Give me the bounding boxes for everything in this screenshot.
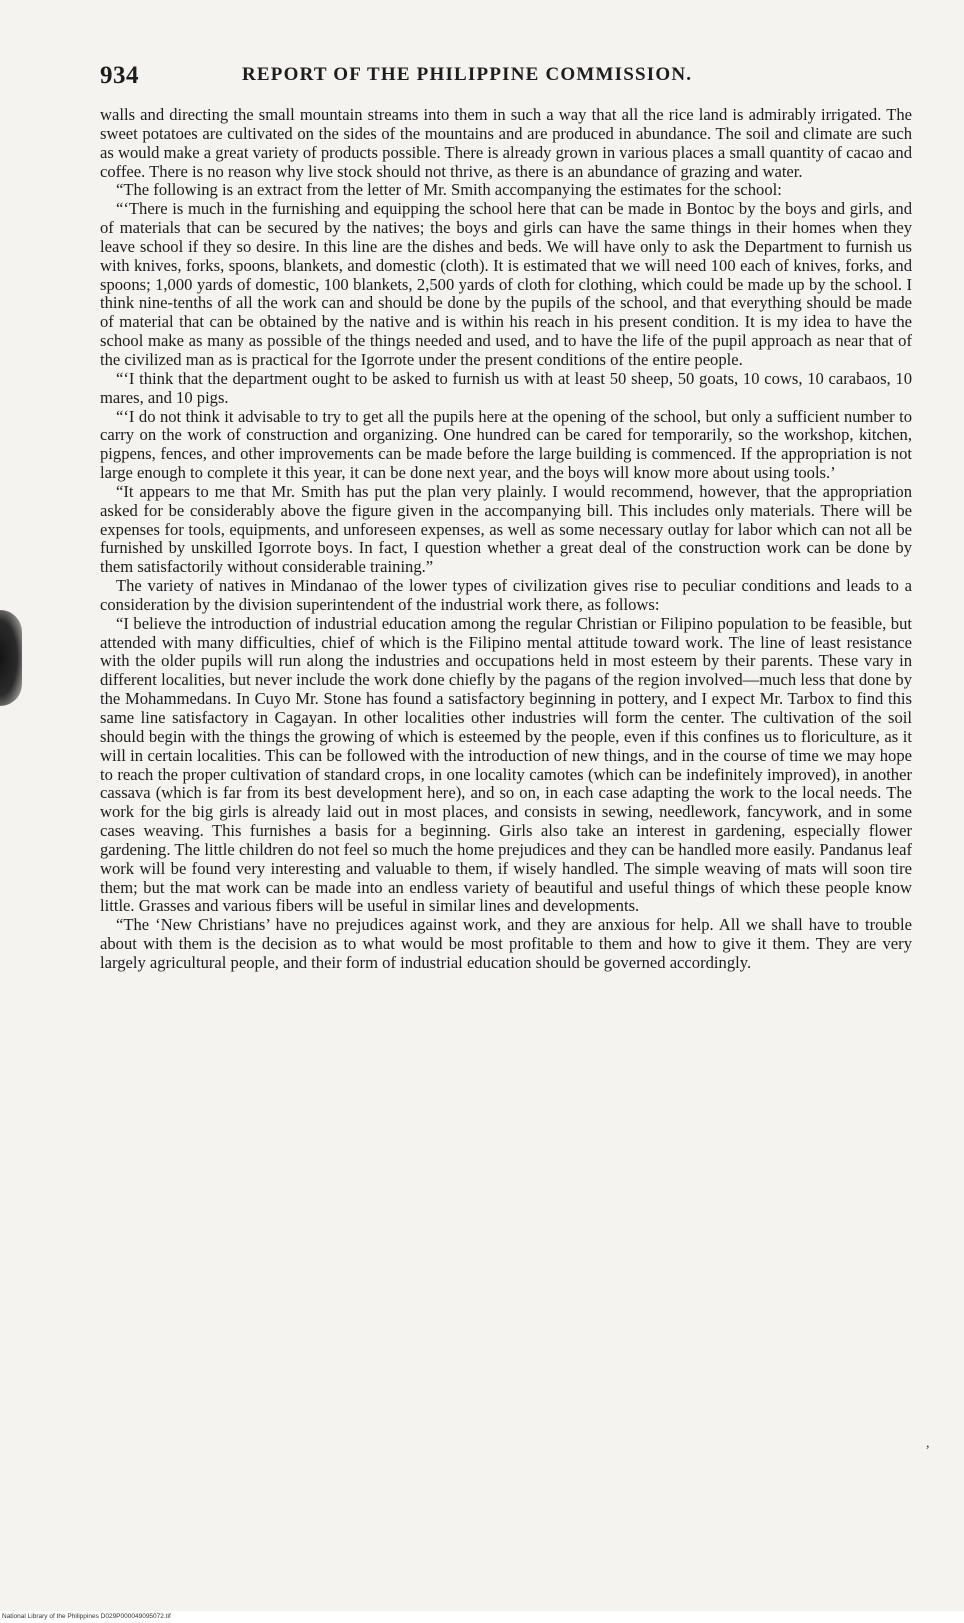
- paragraph: “It appears to me that Mr. Smith has put the plan very plainly. I would recommend, however, that the appropriation asked for be considerably above the figure given in the accompanying bill. This includes only materials. There will be expenses for tools, equipments, and unforeseen expenses, as well as some necessary outlay for labor which can not all be furnished by unskilled Igorrote boys. In fact, I question whether a great deal of the construction work can be done by them satisfactorily without considerable training.”: [100, 481, 912, 577]
- binding-shadow: [0, 610, 22, 706]
- page-number: 934: [100, 62, 139, 89]
- paragraph: “I believe the introduction of industrial education among the regular Christian or Filipino population to be feasible, but attended with many difficulties, chief of which is the Filipino mental attitude toward work. The line of least resistance with the older pupils will run along the industries and occupations held in most esteem by their parents. These vary in different localities, but never include the work done chiefly by the pagans of the region involved—much less that done by the Mohammedans. In Cuyo Mr. Stone has found a satisfactory beginning in pottery, and I expect Mr. Tarbox to find this same line satisfactory in Cagayan. In other localities other industries will form the center. The cultivation of the soil should begin with the things the growing of which is esteemed by the people, even if this confines us to floriculture, as it will in certain localities. This can be followed with the introduction of new things, and in the course of time we may hope to reach the proper cultivation of standard crops, in one locality camotes (which can be indefinitely improved), in another cassava (which is far from its best development here), and so on, in each case adapting the work to the local needs. The work for the big girls is already laid out in most places, and consists in sewing, needlework, fancywork, and in some cases weaving. This furnishes a basis for a beginning. Girls also take an interest in gardening, especially flower gardening. The little children do not feel so much the home prejudices and they can be handled more easily. Pandanus leaf work will be found very interesting and valuable to them, if wisely handled. The simple weaving of mats will soon tire them; but the mat work can be made into an endless variety of beautiful and useful things of which these people know little. Grasses and various fibers will be useful in similar lines and developments.: [100, 613, 912, 916]
- paragraph: “‘I do not think it advisable to try to get all the pupils here at the opening of the school, but only a sufficient number to carry on the work of construction and organizing. One hundred can be cared for temporarily, so the workshop, kitchen, pigpens, fences, and other improvements can be made before the large building is commenced. If the appropriation is not large enough to complete it this year, it can be done next year, and the boys will know more about using tools.’: [100, 406, 912, 483]
- paragraph: “‘I think that the department ought to be asked to furnish us with at least 50 sheep, 50 goats, 10 cows, 10 carabaos, 10 mares, and 10 pigs.: [100, 368, 912, 407]
- paragraph: “The following is an extract from the letter of Mr. Smith accompanying the estimates for the school:: [116, 180, 782, 200]
- running-head: REPORT OF THE PHILIPPINE COMMISSION.: [242, 64, 693, 85]
- paragraph: walls and directing the small mountain streams into them in such a way that all the rice land is admirably irrigated. The sweet potatoes are cultivated on the sides of the mountains and are produced in abundance. The soil and climate are such as would make a great variety of products possible. There is already grown in various places a small quantity of cacao and coffee. There is no reason why live stock should not thrive, as there is an abundance of grazing and water.: [100, 105, 912, 181]
- paragraph: “The ‘New Christians’ have no prejudices against work, and they are anxious for help. All we shall have to trouble about with them is the decision as to what would be most profitable to them and how to give it them. They are very largely agricultural people, and their form of industrial education should be governed accordingly.: [100, 915, 912, 972]
- page-header: [100, 62, 912, 92]
- paragraph: The variety of natives in Mindanao of the lower types of civilization gives rise to peculiar conditions and leads to a consideration by the division superintendent of the industrial work there, as follows:: [100, 576, 912, 614]
- margin-mark: ,: [926, 1436, 930, 1451]
- footer-caption: National Library of the Philippines D029P000049095072.tif: [2, 1613, 171, 1620]
- body-text: [100, 106, 912, 973]
- paragraph: “‘There is much in the furnishing and equipping the school here that can be made in Bontoc by the boys and girls, and of materials that can be secured by the natives; the boys and girls can have the same things in their homes when they leave school if they so desire. In this line are the dishes and beds. We will have only to ask the Department to furnish us with knives, forks, spoons, blankets, and domestic (cloth). It is estimated that we will need 100 each of knives, forks, and spoons; 1,000 yards of domestic, 100 blankets, 2,500 yards of cloth for clothing, which could be made up by the school. I think nine-tenths of all the work can and should be done by the pupils of the school, and that everything should be made of material that can be obtained by the native and is within his reach in his present condition. It is my idea to have the school make as many as possible of the things needed and used, and to have the life of the pupil approach as near that of the civilized man as is practical for the Igorrote under the present conditions of the entire people.: [100, 199, 912, 369]
